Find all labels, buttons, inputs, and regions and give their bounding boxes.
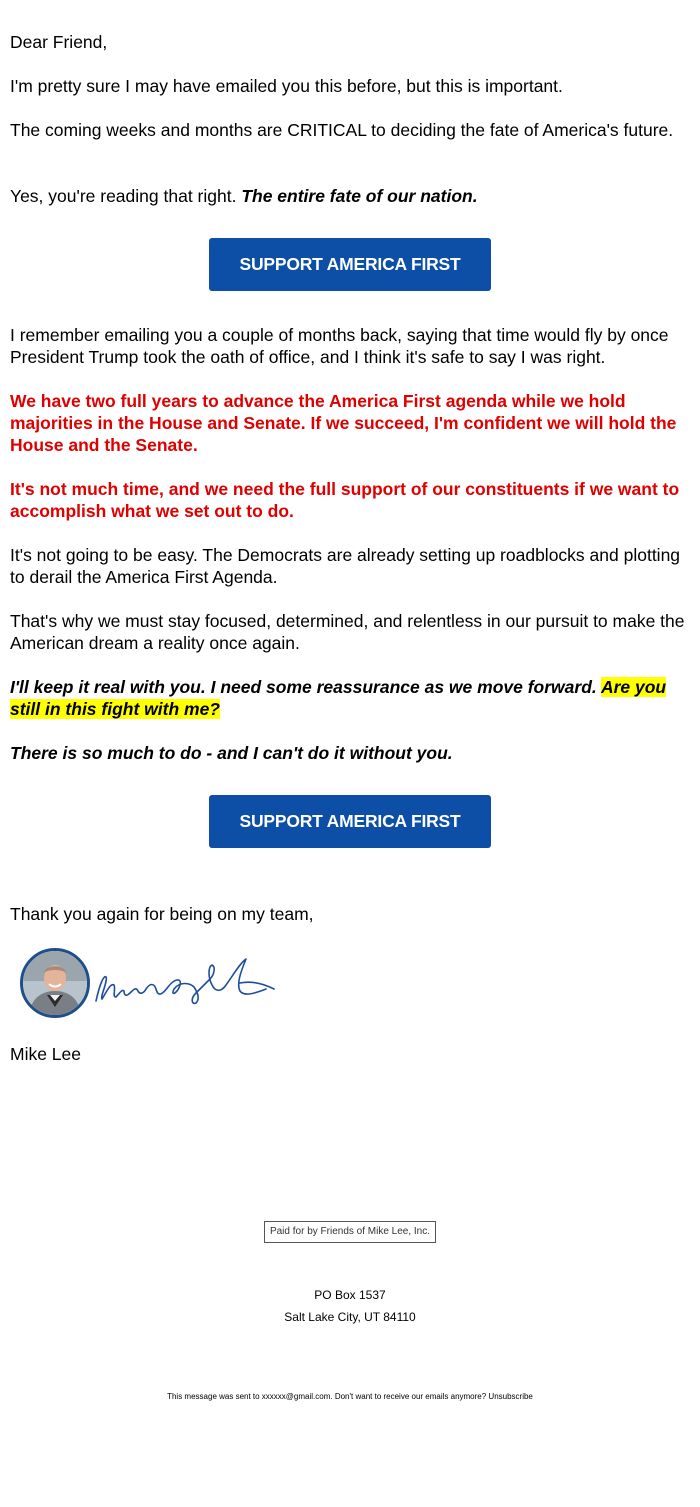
paragraph-reassurance-text: I'll keep it real with you. I need some reassurance as we move forward.: [10, 677, 601, 697]
paragraph-remember: I remember emailing you a couple of months back, saying that time would fly by once President Trump took the oath of office, and I think it's safe to say I was right.: [10, 325, 669, 367]
paragraph-not-easy: It's not going to be easy. The Democrats are already setting up roadblocks and plotting to derail the America First Agenda.: [10, 545, 681, 587]
address-line-1: PO Box 1537: [314, 1288, 386, 1302]
greeting: Dear Friend,: [10, 32, 108, 52]
unsubscribe-notice[interactable]: This message was sent to xxxxxx@gmail.com. Don't want to receive our emails anymore? Unsubscribe: [167, 1392, 533, 1401]
support-america-first-button-2[interactable]: SUPPORT AMERICA FIRST: [209, 795, 491, 848]
paid-for-disclaimer: Paid for by Friends of Mike Lee, Inc.: [264, 1221, 436, 1243]
avatar: [20, 948, 90, 1018]
paragraph-two-years: We have two full years to advance the America First agenda while we hold majorities in the House and Senate. If we succeed, I'm confident we will hold the House and the Senate.: [10, 391, 677, 455]
paragraph-fate-text: Yes, you're reading that right.: [10, 186, 242, 206]
paragraph-not-much-time: It's not much time, and we need the full support of our constituents if we want to accomplish what we set out to do.: [10, 479, 680, 521]
paragraph-reassurance: [10, 676, 690, 720]
highlighted-question: Are you still in this fight with me?: [10, 677, 667, 719]
signature-image: [90, 953, 280, 1013]
paragraph-stay-focused: That's why we must stay focused, determined, and relentless in our pursuit to make the American dream a reality once again.: [10, 611, 685, 653]
closing-line: Thank you again for being on my team,: [10, 904, 314, 924]
paragraph-fate-emphasis: The entire fate of our nation.: [241, 186, 478, 206]
address-line-2: Salt Lake City, UT 84110: [284, 1310, 416, 1324]
sender-name: Mike Lee: [10, 1044, 82, 1064]
support-america-first-button[interactable]: SUPPORT AMERICA FIRST: [209, 238, 491, 291]
paragraph-critical: The coming weeks and months are CRITICAL to deciding the fate of America's future.: [10, 120, 674, 140]
paragraph-intro: I'm pretty sure I may have emailed you this before, but this is important.: [10, 76, 563, 96]
paragraph-fate: [10, 185, 690, 207]
signature-block: [20, 948, 280, 1018]
paragraph-so-much-to-do: There is so much to do - and I can't do it without you.: [10, 743, 453, 763]
avatar-portrait-icon: [23, 951, 87, 1015]
